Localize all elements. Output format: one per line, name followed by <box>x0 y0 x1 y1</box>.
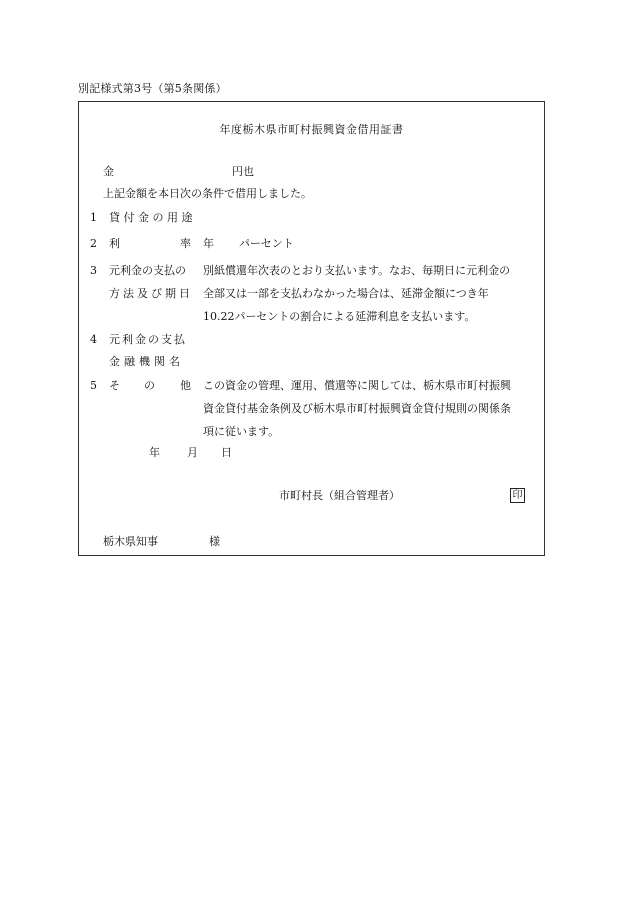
item-5-number: 5 <box>90 379 97 392</box>
item-3-number: 3 <box>90 264 97 277</box>
item-3-line-1: 別紙償還年次表のとおり支払います。なお、毎期日に元利金の <box>203 264 511 277</box>
item-1-label: 貸付金の用途 <box>109 211 196 224</box>
date-year: 年 <box>149 446 160 459</box>
item-3-line-2: 全部又は一部を支払わなかった場合は、延滞金額につき年 <box>203 287 489 300</box>
item-3-line-3: 10.22パーセントの割合による延滞利息を支払います。 <box>203 310 476 323</box>
item-4-number: 4 <box>90 333 97 346</box>
certificate-title: 年度栃木県市町村振興資金借用証書 <box>219 123 404 136</box>
amount-suffix: 円也 <box>232 165 254 178</box>
addressee-honorific: 様 <box>209 535 220 548</box>
seal-mark: 印 <box>510 488 525 503</box>
form-caption: 別記様式第3号（第5条関係） <box>78 82 227 95</box>
addressee-name: 栃木県知事 <box>103 535 158 548</box>
item-5-line-1: この資金の管理、運用、償還等に関しては、栃木県市町村振興 <box>203 379 511 392</box>
item-2-label-b: 率 <box>180 237 191 250</box>
item-5-line-2: 資金貸付基金条例及び栃木県市町村振興資金貸付規則の関係条 <box>203 402 511 415</box>
date-month: 月 <box>187 446 198 459</box>
item-5-line-3: 項に従います。 <box>203 425 280 438</box>
item-4-label-line2: 金融機関名 <box>109 355 184 368</box>
item-5-label-a: そ <box>109 379 120 392</box>
item-3-label-line1: 元利金の支払の <box>109 264 186 277</box>
item-2-unit: パーセント <box>239 237 294 250</box>
item-2-year: 年 <box>203 237 214 250</box>
item-2-label-a: 利 <box>109 237 120 250</box>
item-2-number: 2 <box>90 237 97 250</box>
signer-title: 市町村長（組合管理者） <box>279 489 400 502</box>
certificate-frame <box>78 101 545 556</box>
item-4-label-line1: 元利金の支払 <box>109 333 187 346</box>
item-1-number: 1 <box>90 211 97 224</box>
amount-label: 金 <box>103 165 114 178</box>
item-3-label-line2: 方法及び期日 <box>109 287 193 300</box>
date-day: 日 <box>221 446 232 459</box>
intro-text: 上記金額を本日次の条件で借用しました。 <box>103 187 312 200</box>
item-5-label-c: 他 <box>180 379 191 392</box>
item-5-label-b: の <box>144 379 155 392</box>
